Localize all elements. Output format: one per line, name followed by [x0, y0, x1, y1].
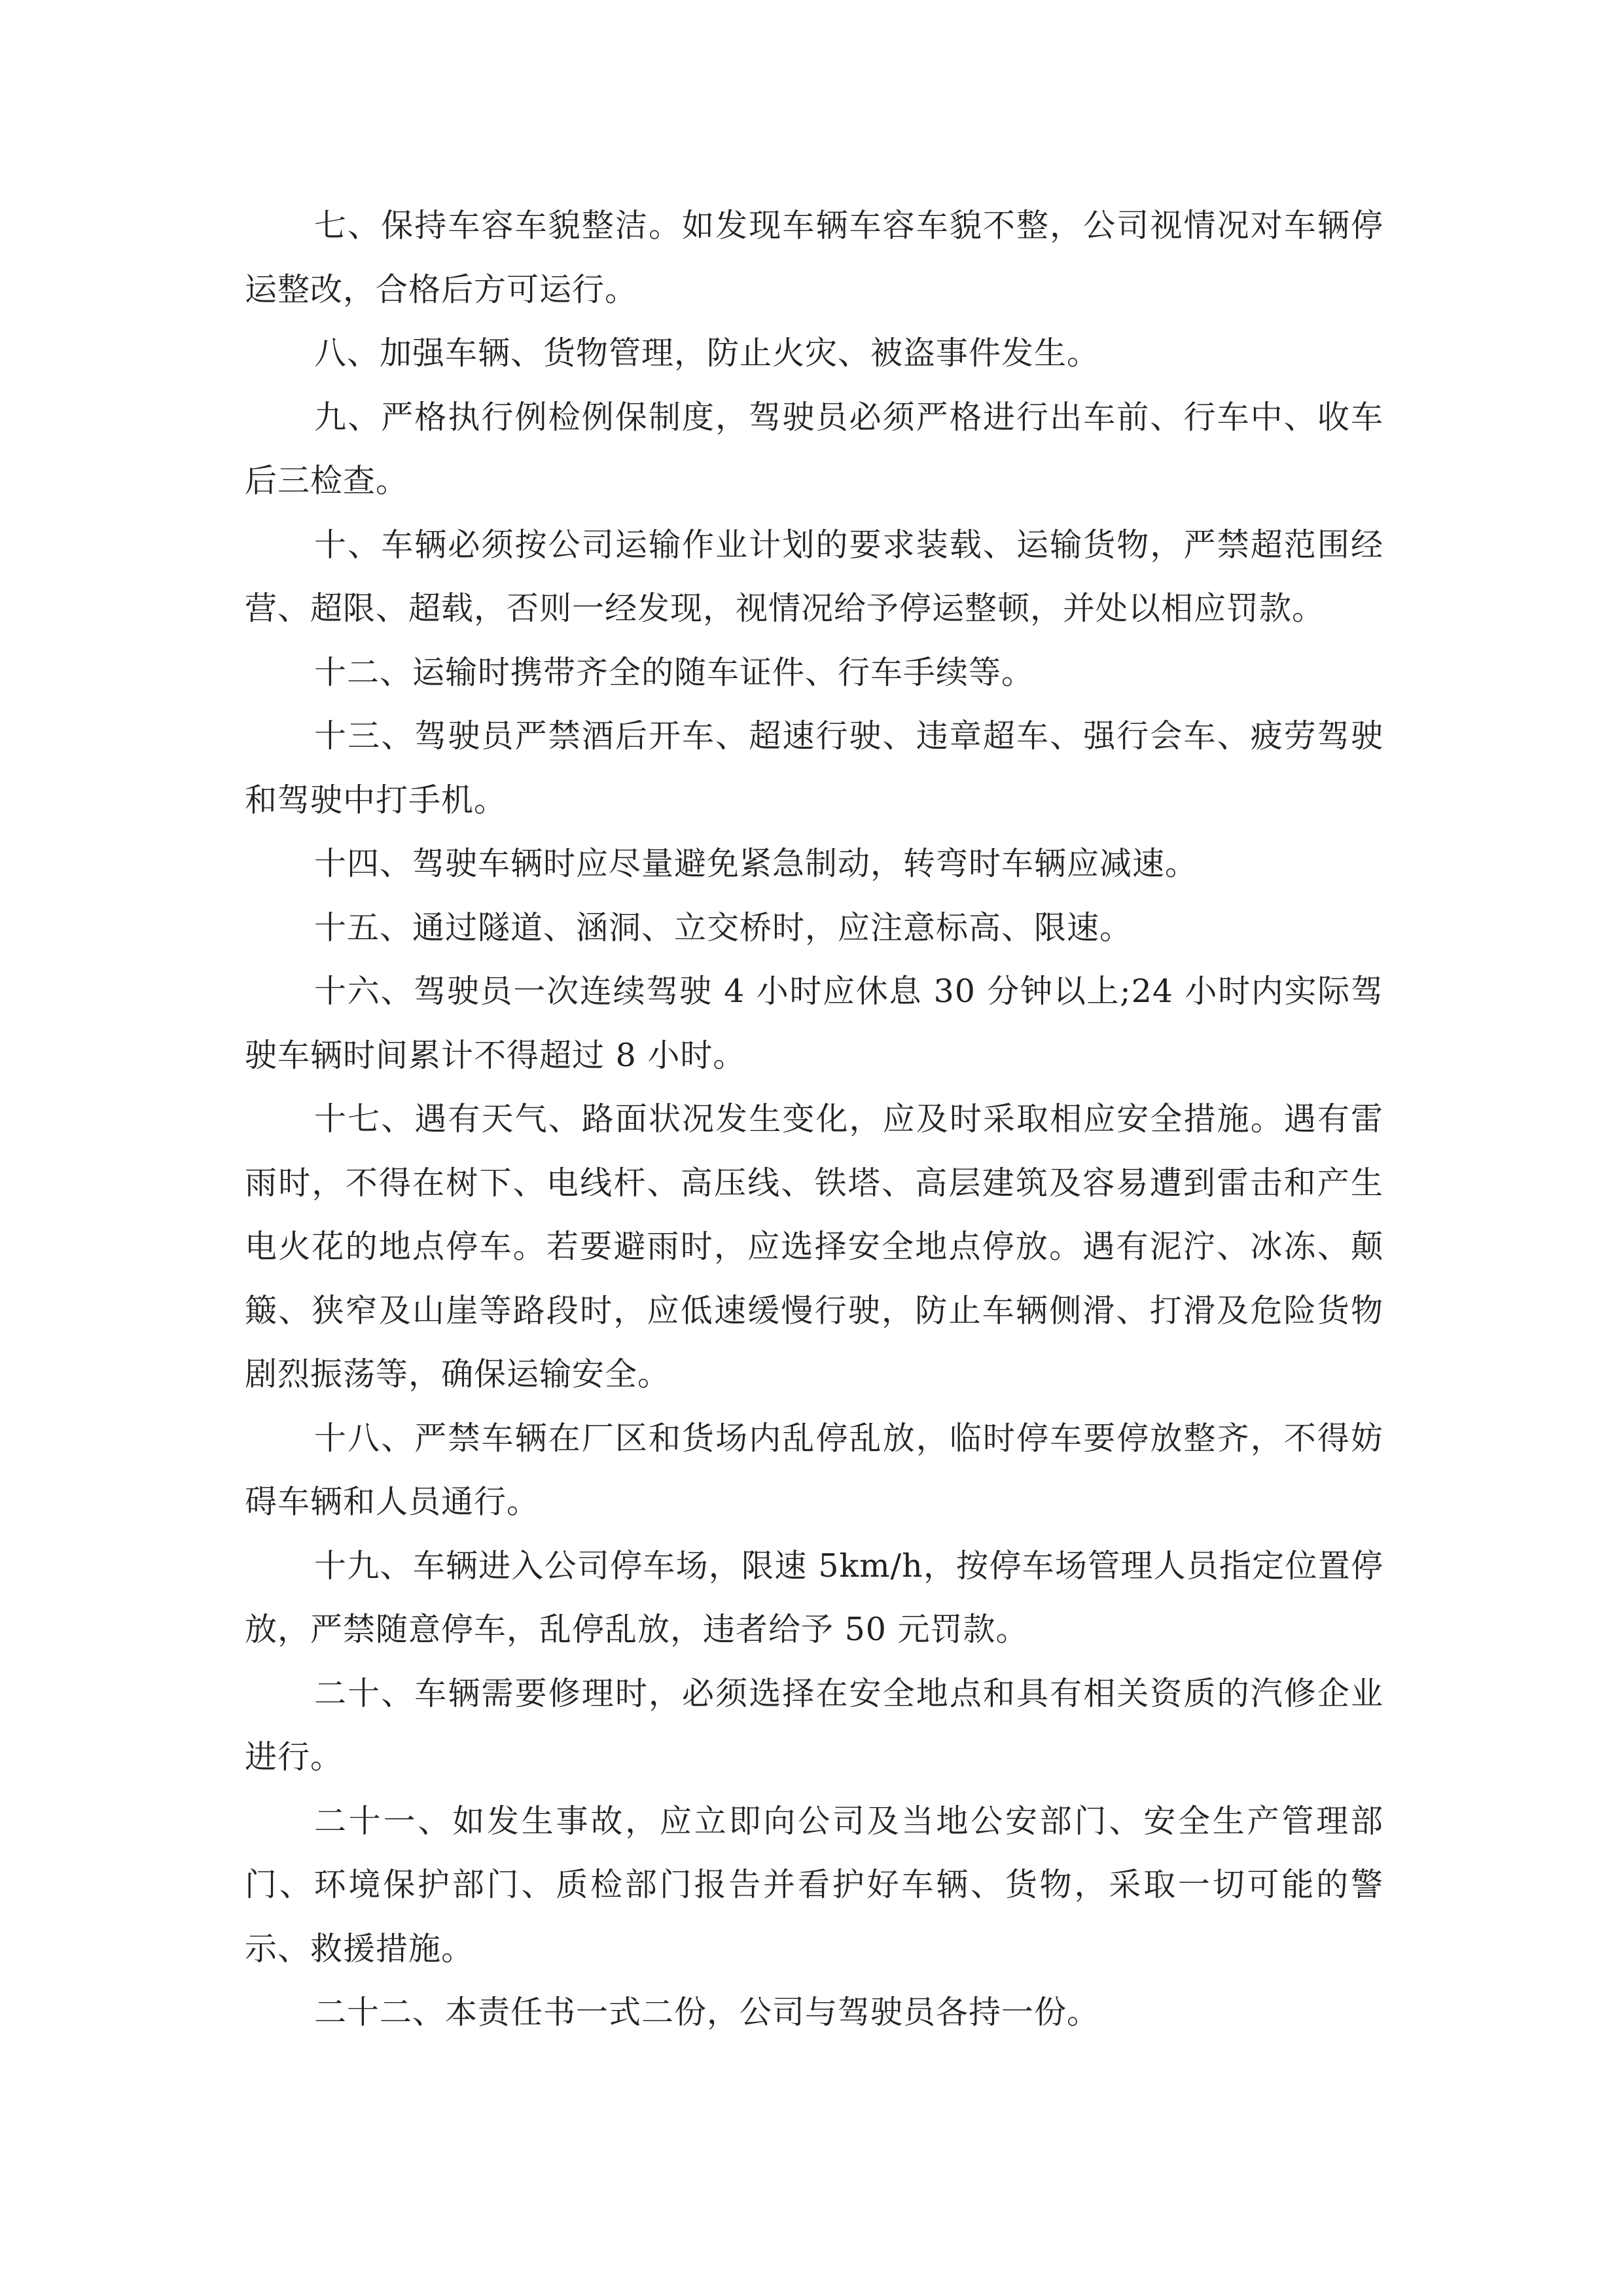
clause-8: 八、加强车辆、货物管理，防止火灾、被盗事件发生。: [314, 334, 1100, 372]
clause-22: 二十二、本责任书一式二份，公司与驾驶员各持一份。: [314, 1994, 1100, 2031]
clause-10: 十、车辆必须按公司运输作业计划的要求装载、运输货物，严禁超范围经营、超限、超载，否则一经发现，视情况给予停运整顿，并处以相应罚款。: [245, 526, 1383, 627]
clause-15: 十五、通过隧道、涵洞、立交桥时，应注意标高、限速。: [314, 908, 1133, 946]
clause-14: 十四、驾驶车辆时应尽量避免紧急制动，转弯时车辆应减速。: [314, 845, 1198, 882]
clause-12: 十二、运输时携带齐全的随车证件、行车手续等。: [314, 653, 1035, 691]
clause-17: 十七、遇有天气、路面状况发生变化，应及时采取相应安全措施。遇有雷雨时，不得在树下、电线杆、高压线、铁塔、高层建筑及容易遭到雷击和产生电火花的地点停车。若要避雨时，应选择安全地点停放。遇有泥泞、冰冻、颠簸、狭窄及山崖等路段时，应低速缓慢行驶，防止车辆侧滑、打滑及危险货物剧烈振荡等，确保运输安全。: [245, 1100, 1383, 1393]
clause-9: 九、严格执行例检例保制度，驾驶员必须严格进行出车前、行车中、收车后三检查。: [245, 398, 1383, 499]
clause-13: 十三、驾驶员严禁酒后开车、超速行驶、违章超车、强行会车、疲劳驾驶和驾驶中打手机。: [245, 717, 1383, 819]
clause-20: 二十、车辆需要修理时，必须选择在安全地点和具有相关资质的汽修企业进行。: [245, 1674, 1383, 1776]
clause-21: 二十一、如发生事故，应立即向公司及当地公安部门、安全生产管理部门、环境保护部门、质检部门报告并看护好车辆、货物，采取一切可能的警示、救援措施。: [245, 1802, 1383, 1967]
document-body: [245, 194, 1383, 2045]
clause-19: 十九、车辆进入公司停车场，限速 5km/h，按停车场管理人员指定位置停放，严禁随意停车，乱停乱放，违者给予 50 元罚款。: [245, 1547, 1383, 1648]
clause-16: 十六、驾驶员一次连续驾驶 4 小时应休息 30 分钟以上;24 小时内实际驾驶车辆时间累计不得超过 8 小时。: [245, 973, 1383, 1074]
clause-7: 七、保持车容车貌整洁。如发现车辆车容车貌不整，公司视情况对车辆停运整改，合格后方可运行。: [245, 207, 1383, 308]
clause-18: 十八、严禁车辆在厂区和货场内乱停乱放，临时停车要停放整齐，不得妨碍车辆和人员通行。: [245, 1419, 1383, 1520]
